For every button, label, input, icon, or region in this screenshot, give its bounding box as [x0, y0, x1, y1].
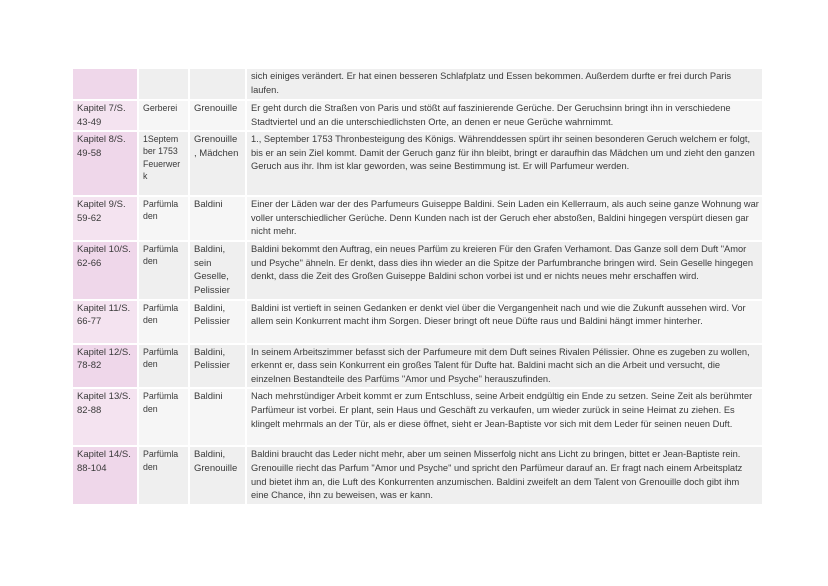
- characters-cell: Baldini, Pelissier: [189, 300, 246, 344]
- summary-cell: Er geht durch die Straßen von Paris und stößt auf faszinierende Gerüche. Der Geruchsinn bringt ihn in verschiedene Stadtviertel und an die unterschiedlichsten Orte, an denen er neue Gerüche wahrnimmt.: [246, 100, 762, 131]
- summary-cell: 1., September 1753 Thronbesteigung des Königs. Währenddessen spürt ihr seinen besonderen Geruch welchem er folgt, bis er an sein Ziel kommt. Damit der Geruch ganz für ihn bleibt, bringt er daraufhin das Mädchen um und zieht den ganzen Geruch aus ihr. Ihm ist klar geworden, was seine Bestimmung ist. Er will Parfumeur werden.: [246, 131, 762, 196]
- chapter-cell: Kapitel 8/S. 49-58: [72, 131, 138, 196]
- table-row: [72, 300, 762, 344]
- characters-cell: Grenouille: [189, 100, 246, 131]
- table-row: [72, 344, 762, 389]
- chapter-cell: Kapitel 12/S. 78-82: [72, 344, 138, 389]
- place-cell: Parfümla den: [138, 300, 189, 344]
- table-row: [72, 69, 762, 100]
- characters-cell: Baldini, Grenouille: [189, 446, 246, 504]
- table-row: [72, 388, 762, 446]
- table-row: [72, 446, 762, 504]
- table-row: [72, 131, 762, 196]
- chapter-cell: Kapitel 11/S. 66-77: [72, 300, 138, 344]
- summary-cell: sich einiges verändert. Er hat einen besseren Schlafplatz und Essen bekommen. Außerdem durfte er frei durch Paris laufen.: [246, 69, 762, 100]
- characters-cell: Baldini: [189, 196, 246, 241]
- table-row: [72, 100, 762, 131]
- place-cell: Parfümla den: [138, 241, 189, 299]
- table-row: [72, 196, 762, 241]
- chapter-cell: Kapitel 10/S. 62-66: [72, 241, 138, 299]
- characters-cell: Baldini, sein Geselle, Pelissier: [189, 241, 246, 299]
- chapter-cell: Kapitel 14/S. 88-104: [72, 446, 138, 504]
- summary-cell: In seinem Arbeitszimmer befasst sich der Parfumeure mit dem Duft seines Rivalen Pélissier. Ohne es zugeben zu wollen, erkennt er, dass sein Konkurrent ein großes Talent für Dufte hat. Baldini macht sich an die Arbeit und versucht, die einzelnen Bestandteile des Parfüms "Amor und Psyche" herauszufinden.: [246, 344, 762, 389]
- place-cell: Gerberei: [138, 100, 189, 131]
- summary-cell: Einer der Läden war der des Parfumeurs Guiseppe Baldini. Sein Laden ein Kellerraum, als auch seine ganze Wohnung war voller unterschiedlicher Gerüche. Denn Kunden nach ist der Geruch eher abstoßen, Baldini hingegen verspürt diesen gar nicht mehr.: [246, 196, 762, 241]
- summary-cell: Nach mehrstündiger Arbeit kommt er zum Entschluss, seine Arbeit endgültig ein Ende zu setzen. Seine Zeit als berühmter Parfümeur ist vorbei. Er plant, sein Haus und Geschäft zu verkaufen, um wieder zurück in seine Heimat zu ziehen. Es klingelt mehrmals an der Tür, als er diese öffnet, sieht er Jean-Baptiste vor sich mit dem Leder für seinen neuen Duft.: [246, 388, 762, 446]
- place-cell: Parfümla den: [138, 446, 189, 504]
- place-cell: Parfümla den: [138, 344, 189, 389]
- summary-cell: Baldini braucht das Leder nicht mehr, aber um seinen Misserfolg nicht ans Licht zu bringen, bittet er Jean-Baptiste rein. Grenouille riecht das Parfum "Amor und Psyche" und spricht den Parfümeur darauf an. Er fragt nach einem Arbeitsplatz und bietet ihm an, die Luft des Konkurrenten anzumischen. Baldini zweifelt an dem Talent von Grenouille doch gibt ihm eine Chance, ihn zu beweisen, was er kann.: [246, 446, 762, 504]
- chapter-cell: [72, 69, 138, 100]
- characters-cell: Grenouille , Mädchen: [189, 131, 246, 196]
- place-cell: Parfümla den: [138, 196, 189, 241]
- place-cell: 1Septem ber 1753 Feuerwer k: [138, 131, 189, 196]
- place-cell: [138, 69, 189, 100]
- chapter-cell: Kapitel 13/S. 82-88: [72, 388, 138, 446]
- chapter-summary-table: [71, 69, 762, 506]
- summary-cell: Baldini bekommt den Auftrag, ein neues Parfüm zu kreieren Für den Grafen Verhamont. Das Ganze soll dem Duft "Amor und Psyche" ähneln. Er denkt, dass dies ihn wieder an die Spitze der Parfumbranche bringen wird. Sein Geselle hingegen denkt, dass die Zeit des Großen Guiseppe Baldini schon vorbei ist und er nichts neues mehr erschaffen wird.: [246, 241, 762, 299]
- characters-cell: Baldini: [189, 388, 246, 446]
- place-cell: Parfümla den: [138, 388, 189, 446]
- chapter-cell: Kapitel 9/S. 59-62: [72, 196, 138, 241]
- summary-cell: Baldini ist vertieft in seinen Gedanken er denkt viel über die Vergangenheit nach und wie die Zukunft aussehen wird. Vor allem sein Konkurrent macht ihm Sorgen. Dieser bringt oft neue Düfte raus und Baldini hängt immer hinterher.: [246, 300, 762, 344]
- characters-cell: Baldini, Pelissier: [189, 344, 246, 389]
- chapter-cell: Kapitel 7/S. 43-49: [72, 100, 138, 131]
- characters-cell: [189, 69, 246, 100]
- table-row: [72, 241, 762, 299]
